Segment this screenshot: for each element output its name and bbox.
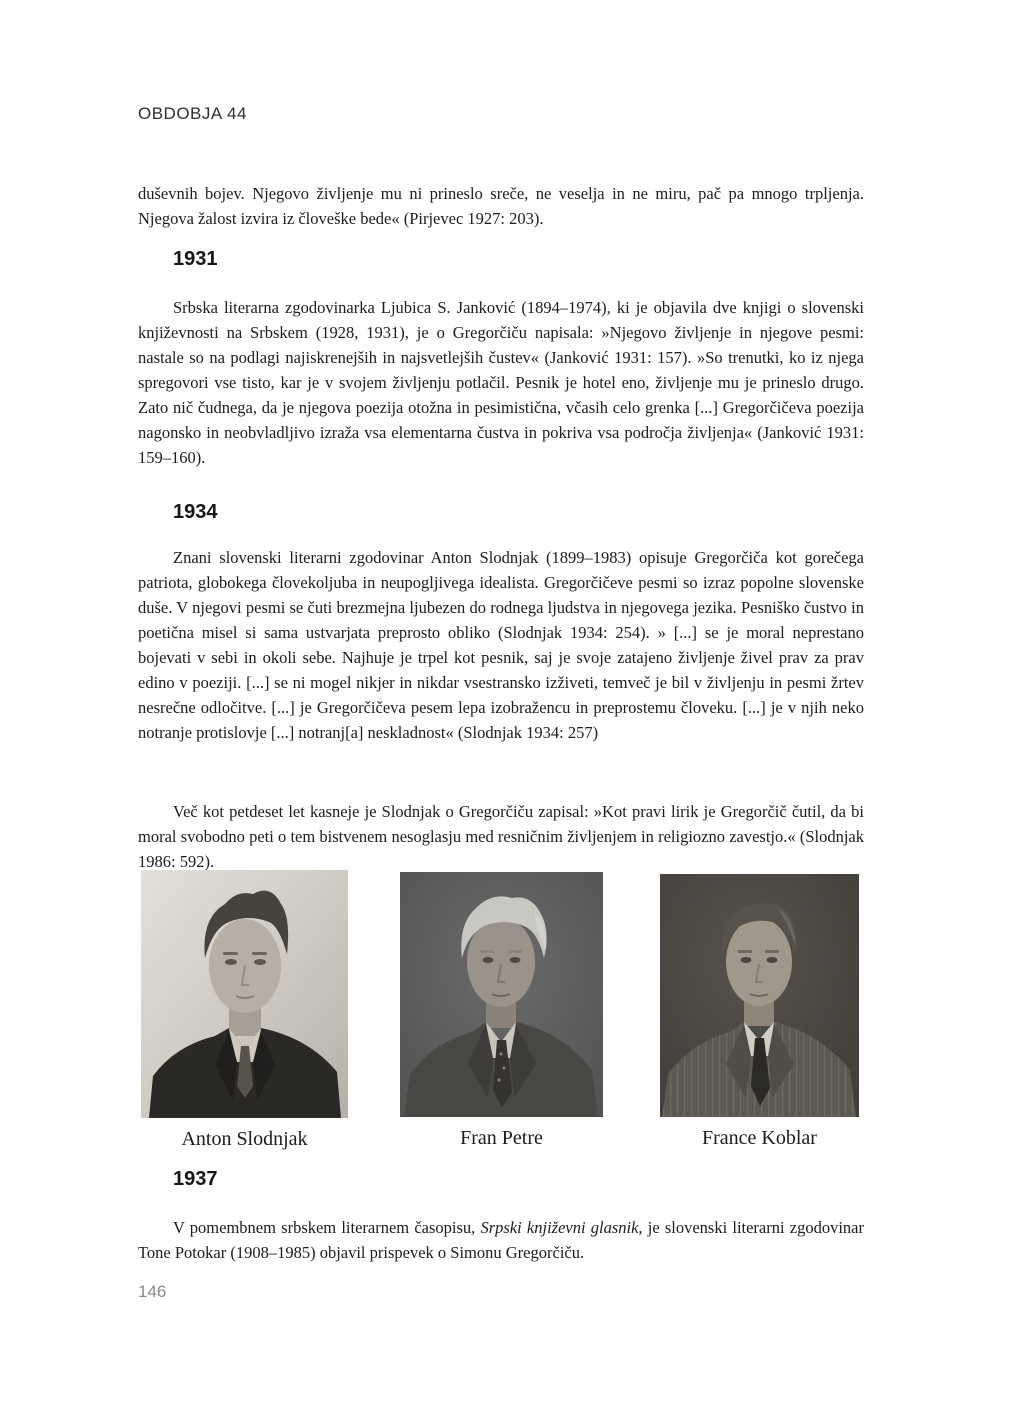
intro-paragraph: duševnih bojev. Njegovo življenje mu ni prineslo sreče, ne veselja in ne miru, pač pa mnogo trpljenja. Njegova žalost izvira iz človeške bede« (Pirjevec 1927: 203). xyxy=(138,183,864,228)
photo-caption: France Koblar xyxy=(702,1127,817,1149)
portrait-photo-anton-slodnjak xyxy=(141,870,348,1118)
paragraph-text-before-italic: V pomembnem srbskem literarnem časopisu, xyxy=(173,1217,481,1237)
section-heading-1937: 1937 xyxy=(173,1168,218,1190)
photo-caption: Fran Petre xyxy=(460,1127,543,1149)
section-heading-1931: 1931 xyxy=(173,248,218,270)
section-paragraph-1931: Srbska literarna zgodovinarka Ljubica S. Janković (1894–1974), ki je objavila dve knjigi o slovenski književnosti na Srbskem (1928, 1931), je o Gregorčiču napisala: »Njegovo življenje in njegove pesmi: nastale so na podlagi najiskrenejših in najsvetlejših čustev« (Janković 1931: 157). »So trenutki, ko iz njega spregovori vse tisto, kar je v svojem življenju potlačil. Pesnik je hotel eno, življenje mu je prineslo drugo. Zato nič čudnega, da je njegova poezija otožna in pesimistična, včasih celo grenka [...] Gregorčičeva poezija nagonsko in neobvladljivo izraža vsa elementarna čustva in pokriva vsa področja življenja« (Janković 1931: 159–160). xyxy=(138,297,864,467)
section-paragraph-1937 xyxy=(138,1215,864,1265)
page-number: 146 xyxy=(138,1282,167,1301)
photo-caption: Anton Slodnjak xyxy=(181,1128,308,1150)
photo-figure-anton-slodnjak xyxy=(141,870,348,1151)
paragraph-text-after-italic: , je slovenski literarni zgodovinar Tone Potokar (1908–1985) objavil prispevek o Simonu Gregorčiču. xyxy=(138,1217,864,1262)
section-heading-1934: 1934 xyxy=(173,501,218,523)
portrait-photo-france-koblar xyxy=(660,874,859,1117)
photo-figure-france-koblar xyxy=(660,874,859,1150)
journal-title-italic: Srpski književni glasnik xyxy=(480,1217,639,1237)
section-paragraph-1934-first: Znani slovenski literarni zgodovinar Anton Slodnjak (1899–1983) opisuje Gregorčiča kot gorečega patriota, globokega človekoljuba in neupogljivega idealista. Gregorčičeve pesmi so izraz popolne slovenske duše. V njegovi pesmi se čuti brezmejna ljubezen do rodnega ljudstva in njegovega jezika. Pesniško čustvo in poetična misel si sama ustvarjata preprosto obliko (Slodnjak 1934: 254). » [...] se je moral neprestano bojevati v sebi in okoli sebe. Najhuje je trpel kot pesnik, saj je svoje zatajeno življenje živel prav za prav edino v poeziji. [...] se ni mogel nikjer in nikdar vsestransko izživeti, temveč je bil v življenju in pesmi žrtev nesrečne odločitve. [...] je Gregorčičeva pesem lepa izobražencu in preprostemu človeku. [...] je v njih neko notranje protislovje [...] notranj[a] neskladnost« (Slodnjak 1934: 257) xyxy=(138,547,864,742)
section-paragraph-1934-second: Več kot petdeset let kasneje je Slodnjak o Gregorčiču zapisal: »Kot pravi lirik je Gregorčič čutil, da bi moral svobodno peti o tem bistvenem nesoglasju med resničnim življenjem in religiozno zavestjo.« (Slodnjak 1986: 592). xyxy=(138,801,864,871)
portrait-photo-fran-petre xyxy=(400,872,603,1117)
photo-figure-fran-petre xyxy=(400,872,603,1150)
running-header: OBDOBJA 44 xyxy=(138,104,247,123)
